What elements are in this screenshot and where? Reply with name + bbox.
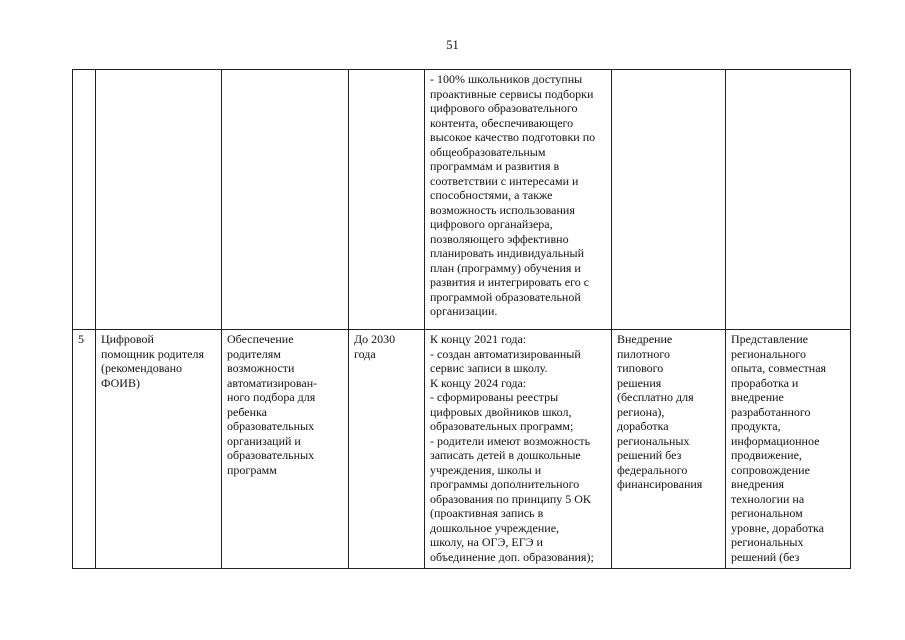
text-line: программы дополнительного	[430, 477, 580, 491]
requirements-continuation-text	[430, 72, 607, 319]
text-line: учреждения, школы и	[430, 462, 542, 477]
row-number: 5	[78, 332, 84, 346]
text-line: организации.	[430, 304, 498, 318]
implementation-text: Внедрение пилотного типового решения (бесплатно для региона), доработка региональных решений без федерального финансирования	[617, 332, 703, 491]
text-line: - сформированы реестры	[430, 390, 559, 404]
text-line: позволяющего эффективно	[430, 231, 569, 246]
requirements-text	[430, 332, 607, 564]
text-line: образования по принципу 5 ОК	[430, 491, 591, 506]
deadline: До 2030 года	[354, 332, 396, 361]
text-line: высокое качество подготовки по	[430, 130, 596, 144]
text-line: развития и интегрировать его с	[430, 275, 590, 289]
cell-regional-empty	[726, 70, 851, 330]
cell-requirements	[425, 330, 612, 569]
text-line: записать детей в дошкольные	[430, 448, 581, 462]
text-line: объединение доп. образования);	[430, 549, 594, 564]
cell-row-number	[73, 330, 96, 569]
cell-regional-actions	[726, 330, 851, 569]
cell-requirements-continuation	[425, 70, 612, 330]
cell-description	[222, 330, 349, 569]
text-line: возможность использования	[430, 202, 575, 217]
regional-actions-text: Представление регионального опыта, совместная проработка и внедрение разработанного продукта, информационное продвижение, сопровождение внедрения технологии на региональном уровне, доработка региональных решений (без	[731, 332, 827, 564]
measures-table	[72, 69, 851, 569]
text-line: - создан автоматизированный	[430, 346, 581, 361]
text-line: К концу 2024 года:	[430, 375, 527, 390]
text-line: сервис записи в школу.	[430, 361, 548, 375]
text-line: общеобразовательным	[430, 144, 546, 159]
text-line: цифрового образовательного	[430, 101, 578, 115]
text-line: дошкольное учреждение,	[430, 520, 560, 535]
text-line: программам и развития в	[430, 159, 560, 173]
cell-number-empty	[73, 70, 96, 330]
text-line: образовательных программ;	[430, 419, 574, 433]
page-number: 51	[446, 38, 459, 52]
text-line: школу, на ОГЭ, ЕГЭ и	[430, 535, 543, 549]
table-row	[73, 330, 851, 569]
text-line: цифровых двойников школ,	[430, 404, 572, 419]
service-description: Обеспечение родителям возможности автоматизирован- ного подбора для ребенка образовательных организаций и образовательных программ	[227, 332, 318, 477]
text-line: цифрового органайзера,	[430, 217, 553, 231]
text-line: планировать индивидуальный	[430, 246, 585, 260]
service-name: Цифровой помощник родителя (рекомендовано ФОИВ)	[101, 332, 204, 390]
text-line: соответствии с интересами и	[430, 173, 579, 188]
text-line: программой образовательной	[430, 289, 581, 304]
cell-deadline	[349, 330, 425, 569]
text-line: контента, обеспечивающего	[430, 115, 574, 130]
text-line: К концу 2021 года:	[430, 332, 527, 346]
cell-deadline-empty	[349, 70, 425, 330]
cell-description-empty	[222, 70, 349, 330]
cell-implementation	[612, 330, 726, 569]
text-line: - родители имеют возможность	[430, 433, 591, 448]
text-line: (проактивная запись в	[430, 506, 544, 520]
cell-implementation-empty	[612, 70, 726, 330]
cell-service-name	[96, 330, 222, 569]
cell-name-empty	[96, 70, 222, 330]
text-line: - 100% школьников доступны	[430, 72, 583, 86]
text-line: проактивные сервисы подборки	[430, 86, 594, 101]
table-row-continuation	[73, 70, 851, 330]
text-line: план (программу) обучения и	[430, 260, 581, 275]
text-line: способностями, а также	[430, 188, 553, 202]
